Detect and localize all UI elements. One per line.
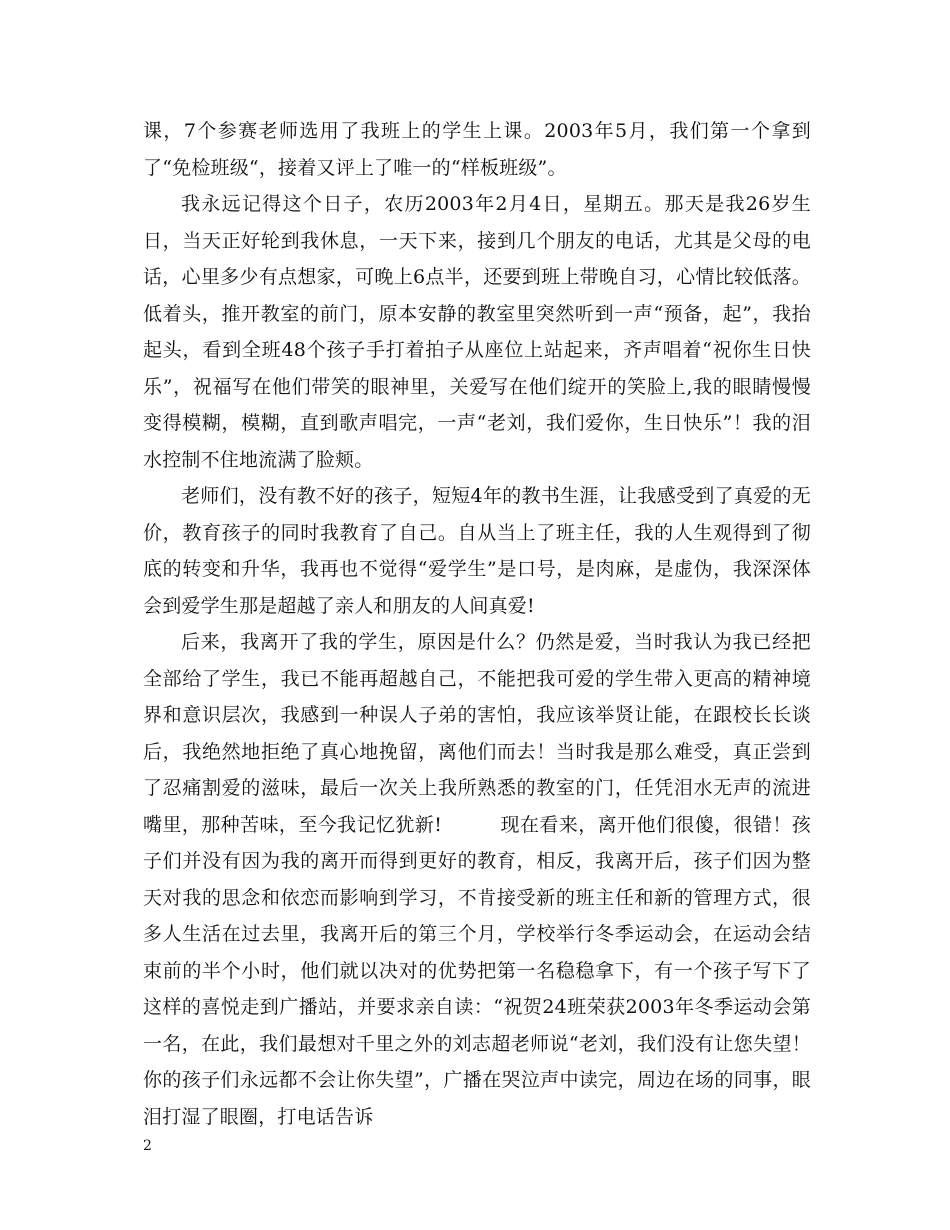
paragraph-3: 老师们，没有教不好的孩子，短短4年的教书生涯，让我感受到了真爱的无价，教育孩子的同时我教育了自己。自从当上了班主任，我的人生观得到了彻底的转变和升华，我再也不觉得“爱学生”是口号，是肉麻，是虚伪，我深深体会到爱学生那是超越了亲人和朋友的人间真爱! xyxy=(143,485,811,617)
paragraph-2: 我永远记得这个日子，农历2003年2月4日，星期五。那天是我26岁生日，当天正好轮到我休息，一天下来，接到几个朋友的电话，尤其是父母的电话，心里多少有点想家，可晚上6点半，还要到班上带晚自习，心情比较低落。低着头，推开教室的前门，原本安静的教室里突然听到一声“预备，起”，我抬起头，看到全班48个孩子手打着拍子从座位上站起来，齐声唱着“祝你生日快乐”，祝福写在他们带笑的眼神里，关爱写在他们绽开的笑脸上,我的眼睛慢慢变得模糊，模糊，直到歌声唱完，一声“老刘，我们爱你，生日快乐”！我的泪水控制不住地流满了脸颊。 xyxy=(143,193,811,471)
paragraph-4: 后来，我离开了我的学生，原因是什么？仍然是爱，当时我认为我已经把全部给了学生，我已不能再超越自己，不能把我可爱的学生带入更高的精神境界和意识层次，我感到一种误人子弟的害怕，我应该举贤让能，在跟校长长谈后，我绝然地拒绝了真心地挽留，离他们而去！当时我是那么难受，真正尝到了忍痛割爱的滋味，最后一次关上我所熟悉的教室的门，任凭泪水无声的流进嘴里，那种苦味，至今我记忆犹新! 现在看来，离开他们很傻，很错！孩子们并没有因为我的离开而得到更好的教育，相反，我离开后，孩子们因为整天对我的思念和依恋而影响到学习，不肯接受新的班主任和新的管理方式，很多人生活在过去里，我离开后的第三个月，学校举行冬季运动会，在运动会结束前的半个小时，他们就以决对的优势把第一名稳稳拿下，有一个孩子写下了这样的喜悦走到广播站，并要求亲自读：“祝贺24班荣获2003年冬季运动会第一名，在此，我们最想对千里之外的刘志超老师说“老刘，我们没有让您失望！你的孩子们永远都不会让你失望”，广播在哭泣声中读完，周边在场的同事，眼泪打湿了眼圈，打电话告诉 xyxy=(143,631,811,1128)
document-body xyxy=(143,113,811,1135)
paragraph-1: 课，7个参赛老师选用了我班上的学生上课。2003年5月，我们第一个拿到了“免检班级“，接着又评上了唯一的“样板班级”。 xyxy=(143,120,811,179)
page-number: 2 xyxy=(143,1138,152,1154)
